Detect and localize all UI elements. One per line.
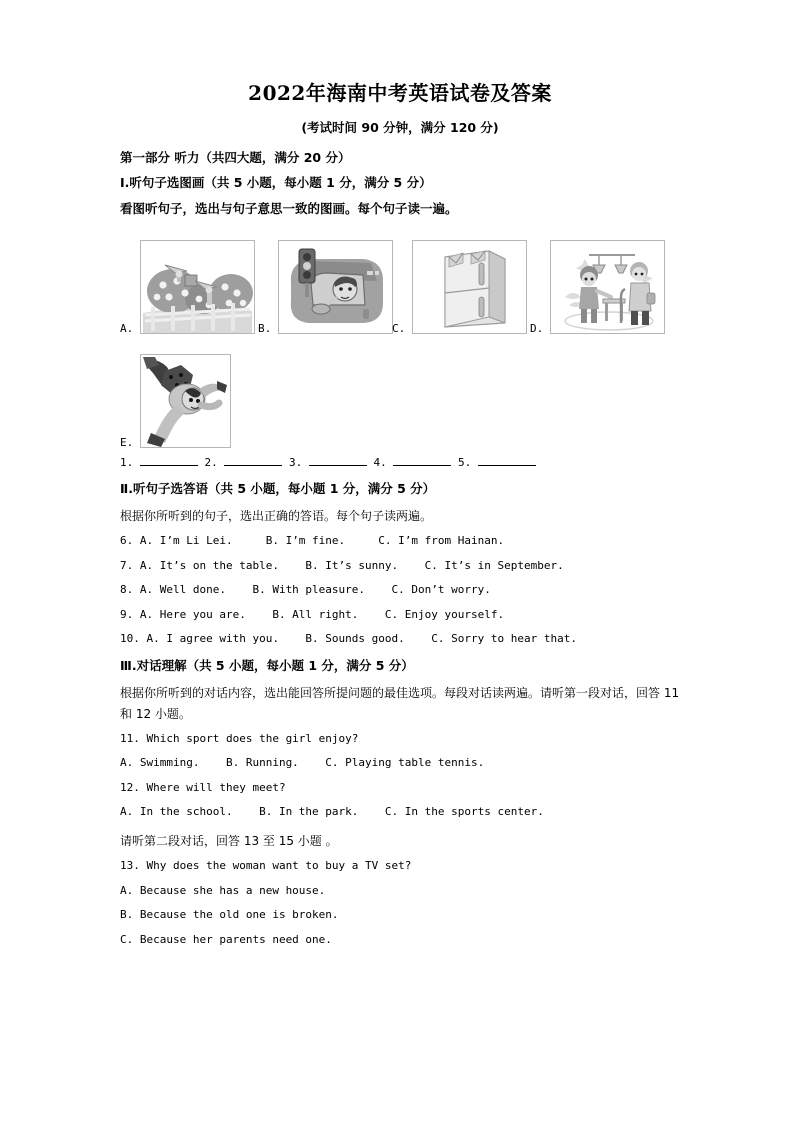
section-3-directive-2: 请听第二段对话，回答 13 至 15 小题 。 xyxy=(120,833,338,848)
picture-label-d: D. xyxy=(530,322,544,336)
page-title: 2022年海南中考英语试卷及答案 xyxy=(248,81,552,105)
question-13-stem: 13. Why does the woman want to buy a TV set? xyxy=(120,858,412,872)
question-10: 10. A. I agree with you. B. Sounds good. C. Sorry to hear that. xyxy=(120,632,577,646)
picture-label-c: C. xyxy=(392,322,406,336)
boy-offering-seat-picture xyxy=(550,240,665,334)
picture-label-e: E. xyxy=(120,436,134,450)
answer-blank-1[interactable] xyxy=(140,454,198,466)
blank-number-4: 4. xyxy=(373,456,387,470)
blank-number-5: 5. xyxy=(458,456,472,470)
section-3-directive: 根据你所听到的对话内容，选出能回答所提问题的最佳选项。每段对话读两遍。请听第一段对话，回答 11 和 12 小题。 xyxy=(120,685,680,721)
answer-blank-2[interactable] xyxy=(224,454,282,466)
question-12-options: A. In the school. B. In the park. C. In the sports center. xyxy=(120,805,544,819)
question-12-stem: 12. Where will they meet? xyxy=(120,780,286,794)
picture-row-e xyxy=(120,344,680,448)
refrigerator-picture xyxy=(412,240,527,334)
blank-number-3: 3. xyxy=(289,456,303,470)
picture-label-a: A. xyxy=(120,322,134,336)
question-11-stem: 11. Which sport does the girl enjoy? xyxy=(120,731,359,745)
question-6: 6. A. I’m Li Lei. B. I’m fine. C. I’m from Hainan. xyxy=(120,534,505,548)
answer-blanks-row xyxy=(120,454,680,469)
question-13-option-b: B. Because the old one is broken. xyxy=(120,908,339,922)
question-7: 7. A. It’s on the table. B. It’s sunny. C. It’s in September. xyxy=(120,558,564,572)
acrobat-dancer-picture xyxy=(140,354,231,448)
picture-row-abcd xyxy=(120,230,680,334)
answer-blank-4[interactable] xyxy=(393,454,451,466)
section-1-heading: Ⅰ.听句子选图画（共 5 小题，每小题 1 分，满分 5 分） xyxy=(120,175,432,191)
part-one-heading: 第一部分 听力（共四大题，满分 20 分） xyxy=(120,150,351,166)
question-8: 8. A. Well done. B. With pleasure. C. Don’t worry. xyxy=(120,583,491,597)
question-13-option-c: C. Because her parents need one. xyxy=(120,932,332,946)
question-13-option-a: A. Because she has a new house. xyxy=(120,883,326,897)
answer-blank-3[interactable] xyxy=(309,454,367,466)
section-2-directive: 根据你所听到的句子，选出正确的答语。每个句子读两遍。 xyxy=(120,509,433,524)
section-3-heading: Ⅲ.对话理解（共 5 小题，每小题 1 分，满分 5 分） xyxy=(120,657,414,673)
orchard-farmers-picture xyxy=(140,240,255,334)
section-2-heading: Ⅱ.听句子选答语（共 5 小题，每小题 1 分，满分 5 分） xyxy=(120,481,436,497)
section-1-directive: 看图听句子，选出与句子意思一致的图画。每个句子读一遍。 xyxy=(120,201,458,216)
page-content xyxy=(120,80,680,958)
blank-number-2: 2. xyxy=(204,456,218,470)
driver-traffic-light-picture xyxy=(278,240,393,334)
blank-number-1: 1. xyxy=(120,456,134,470)
answer-blank-5[interactable] xyxy=(478,454,536,466)
picture-label-b: B. xyxy=(258,322,272,336)
question-9: 9. A. Here you are. B. All right. C. Enjoy yourself. xyxy=(120,607,505,621)
exam-info-subtitle: (考试时间 90 分钟，满分 120 分) xyxy=(301,120,499,135)
question-11-options: A. Swimming. B. Running. C. Playing table tennis. xyxy=(120,756,485,770)
